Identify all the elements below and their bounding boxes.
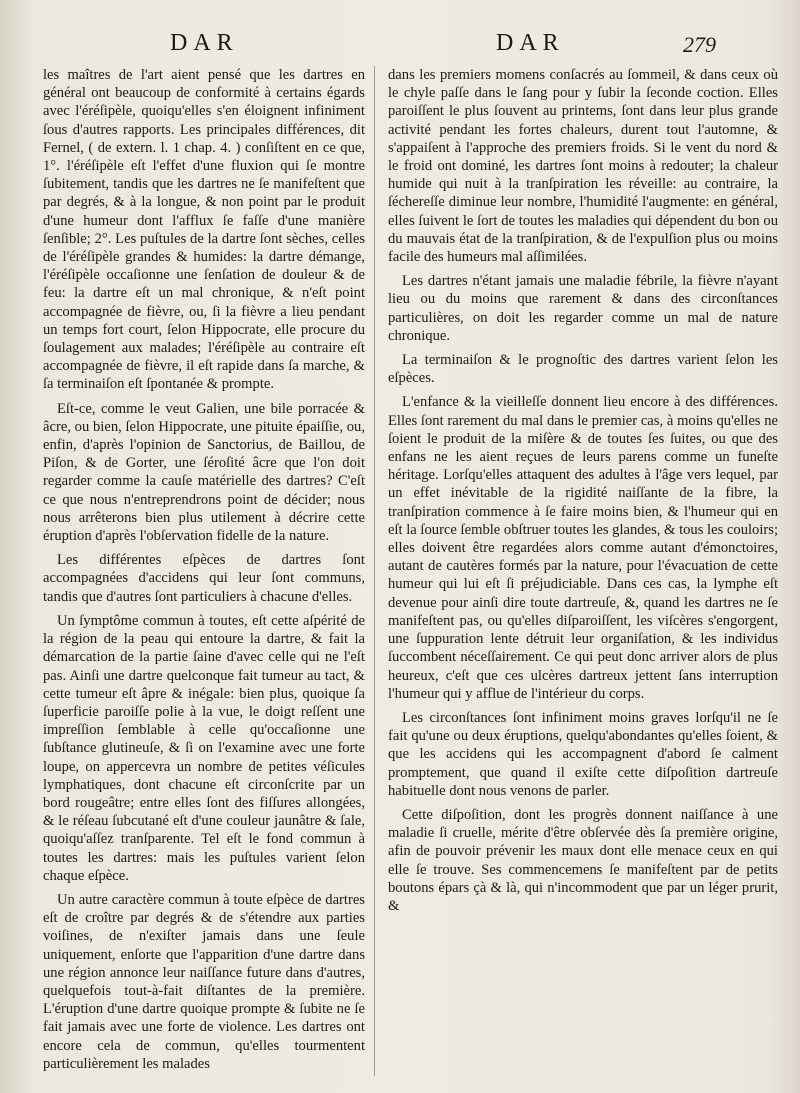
right-running-head: DAR	[496, 30, 565, 56]
right-column	[388, 66, 778, 1086]
paragraph: Les dartres n'étant jamais une maladie fébrile, la fièvre n'ayant lieu ou du moins que rarement & dans des circonſtances particulières, on doit les regarder comme un mal de nature chronique.	[388, 273, 778, 344]
paragraph: Un autre caractère commun à toute eſpèce de dartres eſt de croître par degrés & de s'étendre aux parties voiſines, de n'exiſter jamais dans une ſeule uniquement, enſorte que l'apparition d'une dartre dans une région annonce leur naiſſance future dans d'autres, quelquefois tout-à-fait diſtantes de la première. L'éruption d'une dartre quoique prompte & ſubite ne ſe fait jamais avec une forte de violence. Les dartres ont encore cela de commun, qu'elles tourmentent particulièrement les malades	[43, 891, 365, 1072]
left-running-head: DAR	[170, 30, 239, 56]
column-divider	[374, 66, 375, 1076]
paragraph: les maîtres de l'art aient pensé que les dartres en général ont beaucoup de conformité à certains égards avec l'éréſipèle, quoiqu'elles s'en éloignent infiniment ſous d'autres rapports. Les principales différences, dit Fernel, ( de extern. l. 1 chap. 4. ) conſiſtent en ce que, 1°. l'éréſipèle eſt l'effet d'une fluxion qui ſe montre ſubitement, tandis que les dartres ne ſe manifeſtent que par degrés, & à la longue, & non point par le produit d'une humeur dont l'afflux ſe faſſe d'une manière ſenſible; 2°. Les puſtules de la dartre ſont sèches, celles de l'éréſipèle grandes & humides: la dartre démange, l'éréſipèle occaſionne une ſenſation de douleur & de feu: la dartre eſt un mal chronique, & n'eſt point accompagnée de fièvre, ou, ſi la fièvre a lieu pendant un temps fort court, ſelon Hippocrate, elle procure du ſoulagement aux malades; l'éréſipèle au contraire eſt accompagnée de fièvre, il eſt rapide dans ſa marche, & ſa terminaiſon eſt ſpontanée & prompte.	[43, 67, 365, 393]
page-number: 279	[683, 32, 716, 57]
paragraph: Cette diſpoſition, dont les progrès donnent naiſſance à une maladie ſi cruelle, mérite d'être obſervée dès ſa première origine, afin de pouvoir prévenir les maux dont elle menace ceux en qui elle ſe trouve. Ses commencemens ſe manifeſtent par de petits boutons épars çà & là, qui n'incommodent que par un léger prurit, &	[388, 806, 778, 914]
running-header	[0, 30, 800, 64]
paragraph: La terminaiſon & le prognoſtic des dartres varient ſelon les eſpèces.	[388, 352, 778, 387]
paragraph: Un ſymptôme commun à toutes, eſt cette aſpérité de la région de la peau qui entoure la dartre, & fait la démarcation de la partie ſaine d'avec celle qui ne l'eſt pas. Ainſi une dartre quelconque fait tumeur au tact, & cette tumeur eſt âpre & inégale: bien plus, quoique ſa ſuperficie paroiſſe polie à la vue, le doigt reſſent une impreſſion ſemblable à celle qu'occaſionne une ſubſtance glutineuſe, & ſi on l'examine avec une forte loupe, on appercevra un nombre de petites véſicules lymphatiques, dont chacune eſt circonſcrite par un bord rougeâtre; entre elles ſont des fiſſures allongées, & le réſeau ſubcutané eſt d'une couleur jaunâtre & ſale, quoiqu'aſſez tranſparente. Tel eſt le fond commun à toutes les dartres: mais les puſtules varient ſelon chaque eſpèce.	[43, 612, 365, 884]
paragraph: dans les premiers momens conſacrés au ſommeil, & dans ceux où le chyle paſſe dans le ſang pour y ſubir la ſeconde coction. Elles paroiſſent le plus ſouvent au printems, ſont dans leur plus grande activité pendant les fortes chaleurs, durent tout l'automne, & s'appaiſent à l'approche des premiers froids. Si le vent du nord & le froid ont dominé, les dartres ſont moins à redouter; la chaleur humide qui nuit à la tranſpiration les réveille: au contraire, la ſéchereſſe diminue leur nombre, l'humidité l'augmente: en général, elles ſuivent le ſort de toutes les maladies qui dépendent du bon ou du mauvais état de la tranſpiration, & de l'expulſion plus ou moins facile des humeurs mal aſſimilées.	[388, 67, 778, 266]
paragraph: Eſt-ce, comme le veut Galien, une bile porracée & âcre, ou bien, ſelon Hippocrate, une pituite épaiſſie, ou, enfin, d'après l'opinion de Sanctorius, de Baillou, de Piſon, & de Gorter, une ſéroſité âcre que l'on doit regarder comme la cauſe matérielle des dartres? C'eſt ce que nous n'entreprendrons point de décider; nous nous arrêterons bien plus utilement à décrire cette éruption d'après l'obſervation fidelle de la nature.	[43, 400, 365, 545]
paragraph: Les différentes eſpèces de dartres ſont accompagnées d'accidens qui leur ſont communs, tandis que d'autres ſont particuliers à chacune d'elles.	[43, 552, 365, 605]
paragraph: L'enfance & la vieilleſſe donnent lieu encore à des différences. Elles ſont rarement du mal dans le premier cas, à moins qu'elles ne ſoient le produit de la miſère & de toutes ſes ſuites, ou que des enfans ne les aient reçues de leurs parens comme un funeſte héritage. Lorſqu'elles attaquent des adultes à l'âge vers lequel, par un effet inévitable de la rigidité naiſſante de la fibre, la tranſpiration commence à ſe faire moins bien, & l'humeur qui en eſt la ſource ſemble obſtruer toutes les glandes, & tous les couloirs; elles doivent être regardées alors comme autant d'émonctoires, autant de cautères formés par la nature, pour l'évacuation de cette humeur qui lui eſt ſi préjudiciable. Dans ces cas, la lymphe eſt devenue pour ainſi dire toute dartreuſe, &, quand les dartres ne ſe manifeſtent pas, ou qu'elles diſparoiſſent, les viſcères s'engorgent, une ſuppuration lente détruit leur organiſation, & les individus ſuccombent néceſſairement. Ce qui peut donc arriver alors de plus heureux, c'eſt que ces ulcères dartreux jettent ſans interruption l'humeur qui y afflue de l'intérieur du corps.	[388, 394, 778, 702]
paragraph: Les circonſtances ſont infiniment moins graves lorſqu'il ne ſe fait qu'une ou deux éruptions, quelqu'abondantes qu'elles ſoient, & que les accidens qui les accompagnent d'abord ſe calment promptement, que quand il exiſte cette diſpoſition dartreuſe habituelle dont nous venons de parler.	[388, 709, 778, 799]
left-column	[43, 66, 365, 1086]
